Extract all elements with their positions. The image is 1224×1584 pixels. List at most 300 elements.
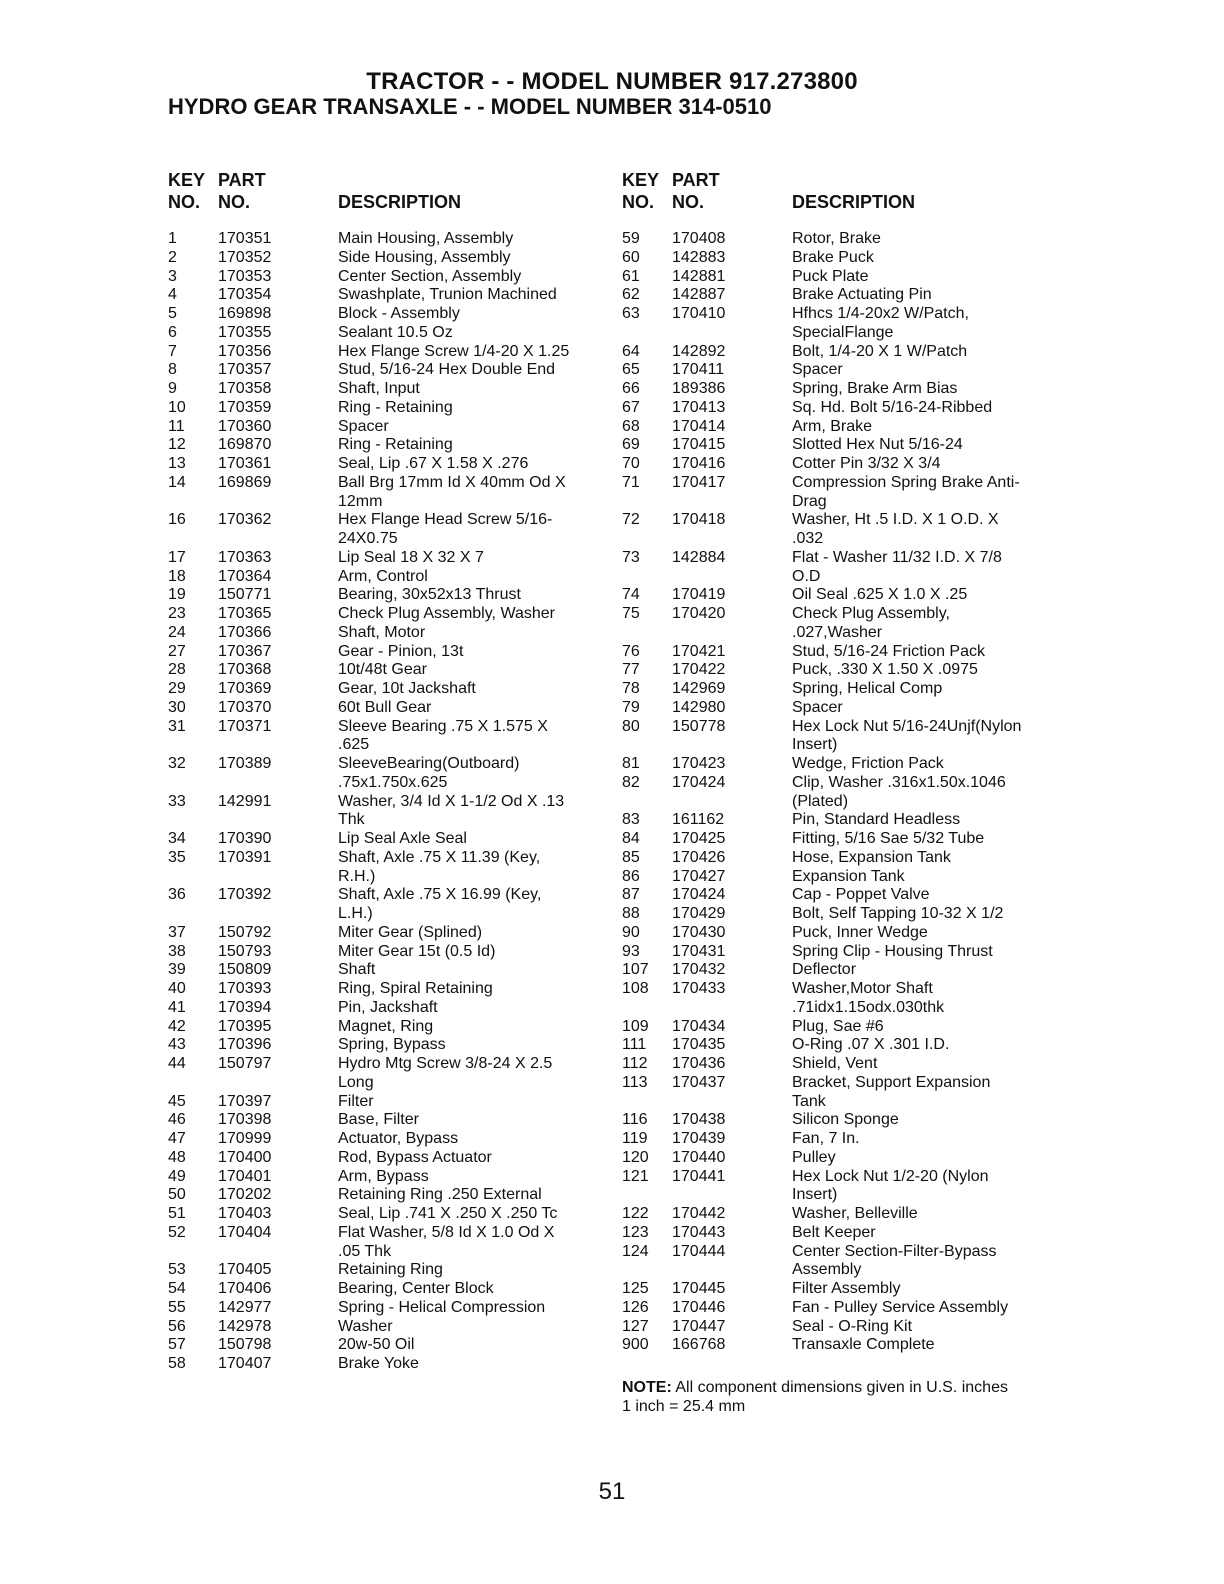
part-number: 170363	[218, 548, 272, 566]
key-number: 79	[622, 698, 640, 716]
part-description: Washer	[338, 1317, 393, 1335]
part-description: Compression Spring Brake Anti- Drag	[792, 473, 1020, 510]
key-number: 33	[168, 792, 186, 810]
parts-row	[622, 905, 1054, 924]
key-number: 127	[622, 1317, 649, 1335]
note	[622, 1378, 1072, 1416]
parts-row	[622, 586, 1054, 605]
part-description: Center Section-Filter-Bypass Assembly	[792, 1242, 997, 1279]
part-number: 170437	[672, 1073, 726, 1091]
part-number: 170360	[218, 417, 272, 435]
part-description: Filter	[338, 1092, 374, 1110]
parts-row	[622, 249, 1054, 268]
part-description: Hex Lock Nut 5/16-24Unjf(Nylon Insert)	[792, 717, 1022, 754]
key-number: 85	[622, 848, 640, 866]
part-description: Arm, Control	[338, 567, 428, 585]
key-number: 63	[622, 305, 640, 322]
key-number: 46	[168, 1111, 186, 1129]
part-description: Pin, Standard Headless	[792, 811, 961, 829]
key-number: 56	[168, 1317, 186, 1335]
parts-row	[168, 1055, 598, 1093]
part-description: Fan - Pulley Service Assembly	[792, 1298, 1009, 1316]
parts-row	[168, 755, 598, 793]
part-description: Washer,Motor Shaft .71idx1.15odx.030thk	[792, 980, 945, 1016]
part-number: 170422	[672, 661, 726, 679]
parts-row	[168, 361, 598, 380]
key-number: 126	[622, 1298, 649, 1316]
part-number: 170397	[218, 1092, 272, 1110]
parts-row	[168, 549, 598, 568]
key-number: 84	[622, 830, 640, 847]
parts-row	[168, 886, 598, 924]
parts-row	[622, 286, 1054, 305]
parts-list-left	[168, 230, 598, 1374]
part-number: 170431	[672, 942, 726, 960]
key-number: 13	[168, 455, 186, 472]
parts-row	[622, 1336, 1054, 1355]
part-description: Bracket, Support Expansion Tank	[792, 1073, 991, 1110]
part-number: 169898	[218, 305, 272, 322]
part-description: Ring - Retaining	[338, 436, 453, 454]
part-number: 142977	[218, 1298, 272, 1316]
part-number: 170444	[672, 1242, 726, 1260]
part-description: Shaft, Axle .75 X 16.99 (Key, L.H.)	[338, 886, 542, 922]
key-number: 88	[622, 905, 640, 922]
part-description: Spacer	[792, 698, 843, 716]
part-description: Main Housing, Assembly	[338, 230, 514, 247]
parts-row	[622, 549, 1054, 587]
key-no-header: NO.	[168, 192, 201, 212]
key-number: 8	[168, 361, 177, 379]
parts-row	[622, 1074, 1054, 1112]
parts-row	[622, 868, 1054, 887]
key-number: 7	[168, 342, 177, 360]
parts-row	[168, 1186, 598, 1205]
part-number: 170429	[672, 905, 726, 922]
key-number: 31	[168, 717, 186, 735]
part-description: Belt Keeper	[792, 1223, 876, 1241]
parts-row	[622, 380, 1054, 399]
key-number: 54	[168, 1280, 186, 1297]
key-number: 11	[168, 417, 185, 435]
part-number: 170413	[672, 398, 726, 416]
parts-row	[168, 436, 598, 455]
parts-row	[168, 961, 598, 980]
part-number: 170396	[218, 1036, 272, 1054]
key-number: 18	[168, 567, 186, 585]
part-description: Hose, Expansion Tank	[792, 848, 951, 866]
part-description: Slotted Hex Nut 5/16-24	[792, 436, 963, 454]
key-number: 75	[622, 605, 640, 622]
part-number: 170443	[672, 1223, 726, 1241]
key-number: 51	[168, 1205, 186, 1222]
part-description: Miter Gear (Splined)	[338, 923, 483, 941]
part-number: 170371	[218, 717, 272, 735]
parts-row	[622, 399, 1054, 418]
part-number: 189386	[672, 380, 726, 397]
key-number: 83	[622, 811, 640, 829]
part-number: 170441	[672, 1167, 726, 1185]
parts-row	[168, 1318, 598, 1337]
key-number: 116	[622, 1111, 648, 1129]
part-number: 170416	[672, 455, 726, 472]
parts-row	[622, 680, 1054, 699]
part-description: Plug, Sae #6	[792, 1017, 884, 1035]
parts-row	[622, 830, 1054, 849]
key-number: 39	[168, 961, 186, 979]
part-description: Ring, Spiral Retaining	[338, 980, 493, 997]
part-number: 170364	[218, 567, 272, 585]
part-description: 20w-50 Oil	[338, 1336, 415, 1354]
key-number: 121	[622, 1167, 649, 1185]
parts-row	[622, 943, 1054, 962]
part-description: Rod, Bypass Actuator	[338, 1148, 492, 1166]
part-description: Arm, Brake	[792, 417, 873, 435]
parts-row	[622, 1130, 1054, 1149]
part-number: 170423	[672, 755, 726, 772]
key-number: 122	[622, 1205, 649, 1222]
parts-row	[168, 661, 598, 680]
parts-row	[168, 1168, 598, 1187]
key-number: 57	[168, 1336, 186, 1354]
parts-row	[622, 1149, 1054, 1168]
key-number: 107	[622, 961, 649, 979]
key-number: 28	[168, 661, 186, 679]
part-number: 170389	[218, 755, 272, 772]
part-description: Spacer	[338, 417, 389, 435]
part-description: Check Plug Assembly, .027,Washer	[792, 605, 950, 641]
part-description: O-Ring .07 X .301 I.D.	[792, 1036, 950, 1054]
part-description: Retaining Ring .250 External	[338, 1186, 542, 1204]
page-number: 51	[598, 1478, 626, 1505]
part-number: 170370	[218, 698, 272, 716]
part-number: 170446	[672, 1298, 726, 1316]
parts-row	[168, 999, 598, 1018]
key-no-header: NO.	[622, 192, 655, 212]
part-description: Clip, Washer .316x1.50x.1046 (Plated)	[792, 773, 1006, 810]
part-number: 170357	[218, 361, 272, 379]
parts-row	[622, 305, 1054, 343]
key-number: 120	[622, 1148, 649, 1166]
part-number: 170405	[218, 1261, 272, 1279]
column-header	[622, 170, 1054, 230]
part-description: Base, Filter	[338, 1111, 419, 1129]
parts-row	[622, 361, 1054, 380]
key-number: 16	[168, 511, 186, 529]
key-number: 43	[168, 1036, 186, 1054]
parts-row	[622, 418, 1054, 437]
key-number: 9	[168, 380, 177, 397]
key-number: 47	[168, 1130, 186, 1147]
parts-row	[168, 1149, 598, 1168]
part-description: Bolt, Self Tapping 10-32 X 1/2	[792, 905, 1004, 922]
part-description: Pulley	[792, 1148, 836, 1166]
key-number: 53	[168, 1261, 186, 1279]
part-number: 170418	[672, 511, 726, 529]
part-description: Sleeve Bearing .75 X 1.575 X .625	[338, 717, 548, 754]
parts-row	[622, 774, 1054, 812]
parts-row	[168, 568, 598, 587]
part-number: 170398	[218, 1111, 272, 1129]
part-description: Spring, Brake Arm Bias	[792, 380, 958, 397]
parts-row	[622, 718, 1054, 756]
part-number: 170426	[672, 848, 726, 866]
parts-row	[168, 849, 598, 887]
parts-row	[622, 1299, 1054, 1318]
part-number: 170434	[672, 1017, 726, 1035]
part-description: Bolt, 1/4-20 X 1 W/Patch	[792, 342, 968, 360]
part-description: Deflector	[792, 961, 857, 979]
part-description: Arm, Bypass	[338, 1167, 429, 1185]
parts-row	[622, 1018, 1054, 1037]
key-number: 65	[622, 361, 640, 379]
parts-row	[168, 1205, 598, 1224]
part-number: 170361	[218, 455, 272, 472]
parts-row	[168, 699, 598, 718]
note-text: All component dimensions given in U.S. inches	[671, 1379, 1008, 1396]
parts-row	[622, 436, 1054, 455]
part-number: 142892	[672, 342, 726, 360]
parts-row	[622, 268, 1054, 287]
part-description: Shaft, Motor	[338, 623, 426, 641]
key-number: 24	[168, 623, 186, 641]
parts-row	[168, 586, 598, 605]
part-number: 170391	[218, 848, 272, 866]
part-number: 170408	[672, 230, 726, 247]
key-number: 3	[168, 267, 177, 285]
key-number: 74	[622, 586, 640, 604]
part-number: 170365	[218, 605, 272, 622]
key-number: 71	[622, 473, 640, 491]
part-description: SleeveBearing(Outboard) .75x1.750x.625	[338, 755, 520, 791]
part-number: 142978	[218, 1317, 272, 1335]
part-description: Gear, 10t Jackshaft	[338, 680, 476, 697]
key-header: KEY	[622, 170, 660, 190]
parts-row	[168, 943, 598, 962]
part-number: 170419	[672, 586, 726, 604]
part-number: 142881	[672, 267, 726, 285]
part-number: 170438	[672, 1111, 726, 1129]
part-number: 166768	[672, 1336, 726, 1354]
part-description: Puck, .330 X 1.50 X .0975	[792, 661, 978, 679]
key-number: 109	[622, 1017, 649, 1035]
part-description: Flat Washer, 5/8 Id X 1.0 Od X .05 Thk	[338, 1223, 555, 1260]
parts-row	[622, 455, 1054, 474]
part-description: Cap - Poppet Valve	[792, 886, 930, 904]
key-number: 64	[622, 342, 640, 360]
part-number: 170430	[672, 923, 726, 941]
part-number: 170406	[218, 1280, 272, 1297]
description-header: DESCRIPTION	[792, 192, 916, 212]
part-number: 170359	[218, 398, 272, 416]
parts-row	[168, 1224, 598, 1262]
part-description: Seal, Lip .741 X .250 X .250 Tc	[338, 1205, 558, 1222]
parts-row	[168, 680, 598, 699]
key-number: 78	[622, 680, 640, 697]
part-description: Spring Clip - Housing Thrust	[792, 942, 993, 960]
parts-row	[622, 1280, 1054, 1299]
key-number: 72	[622, 511, 640, 529]
part-number: 169870	[218, 436, 272, 454]
key-number: 40	[168, 980, 186, 997]
key-number: 17	[168, 548, 186, 566]
part-description: Miter Gear 15t (0.5 Id)	[338, 942, 496, 960]
part-description: Pin, Jackshaft	[338, 998, 438, 1016]
parts-row	[622, 1111, 1054, 1130]
part-number: 170394	[218, 998, 272, 1016]
key-number: 108	[622, 980, 649, 997]
parts-row	[168, 1111, 598, 1130]
part-description: Brake Yoke	[338, 1355, 419, 1372]
parts-row	[168, 268, 598, 287]
part-number: 142991	[218, 792, 272, 810]
part-no-header: NO.	[672, 192, 705, 212]
key-number: 38	[168, 942, 186, 960]
part-description: Silicon Sponge	[792, 1111, 899, 1129]
parts-row	[622, 1036, 1054, 1055]
part-number: 150771	[218, 586, 272, 604]
part-number: 170393	[218, 980, 272, 997]
part-number: 170415	[672, 436, 726, 454]
part-description: Shaft, Input	[338, 380, 420, 397]
part-number: 170427	[672, 867, 726, 885]
page-title: TRACTOR - - MODEL NUMBER 917.273800	[366, 68, 858, 95]
part-description: Sealant 10.5 Oz	[338, 323, 453, 341]
part-number: 170411	[672, 361, 725, 379]
key-number: 42	[168, 1017, 186, 1035]
key-number: 6	[168, 323, 177, 341]
part-number: 170421	[672, 642, 726, 660]
part-number: 170358	[218, 380, 272, 397]
key-number: 76	[622, 642, 640, 660]
part-description: Filter Assembly	[792, 1280, 901, 1297]
part-description: Spring, Bypass	[338, 1036, 446, 1054]
parts-row	[622, 474, 1054, 512]
part-description: Hex Flange Screw 1/4-20 X 1.25	[338, 342, 570, 360]
key-number: 123	[622, 1223, 649, 1241]
key-number: 23	[168, 605, 186, 622]
part-description: Ring - Retaining	[338, 398, 453, 416]
key-number: 124	[622, 1242, 649, 1260]
key-number: 111	[622, 1036, 647, 1054]
part-description: Stud, 5/16-24 Friction Pack	[792, 642, 985, 660]
key-number: 112	[622, 1055, 648, 1072]
part-number: 170400	[218, 1148, 272, 1166]
part-number: 170395	[218, 1017, 272, 1035]
part-no-header: NO.	[218, 192, 251, 212]
key-number: 50	[168, 1186, 186, 1204]
key-number: 14	[168, 473, 186, 491]
key-number: 73	[622, 548, 640, 566]
parts-row	[168, 1130, 598, 1149]
part-description: Swashplate, Trunion Machined	[338, 286, 557, 304]
part-number: 170442	[672, 1205, 726, 1222]
key-number: 58	[168, 1355, 186, 1372]
key-number: 48	[168, 1148, 186, 1166]
parts-row	[168, 249, 598, 268]
parts-row	[622, 230, 1054, 249]
parts-row	[168, 230, 598, 249]
parts-row	[168, 343, 598, 362]
part-description: 60t Bull Gear	[338, 698, 432, 716]
part-description: Gear - Pinion, 13t	[338, 642, 464, 660]
part-description: Shaft, Axle .75 X 11.39 (Key, R.H.)	[338, 848, 541, 885]
part-number: 170440	[672, 1148, 726, 1166]
key-number: 67	[622, 398, 640, 416]
key-number: 66	[622, 380, 640, 397]
parts-row	[168, 793, 598, 831]
key-number: 49	[168, 1167, 186, 1185]
parts-row	[622, 1318, 1054, 1337]
part-number: 170424	[672, 886, 726, 904]
key-number: 86	[622, 867, 640, 885]
key-number: 90	[622, 923, 640, 941]
key-number: 61	[622, 267, 640, 285]
part-description: Spacer	[792, 361, 843, 379]
part-description: Bearing, Center Block	[338, 1280, 494, 1297]
part-description: Shaft	[338, 961, 376, 979]
part-description: Spring - Helical Compression	[338, 1298, 546, 1316]
part-number: 170439	[672, 1130, 726, 1147]
part-description: Block - Assembly	[338, 305, 460, 322]
parts-row	[168, 1355, 598, 1374]
parts-row	[622, 1243, 1054, 1281]
part-number: 170404	[218, 1223, 272, 1241]
part-number: 150809	[218, 961, 272, 979]
key-number: 93	[622, 942, 640, 960]
parts-row	[622, 1205, 1054, 1224]
part-description: Lip Seal Axle Seal	[338, 830, 467, 847]
key-number: 34	[168, 830, 186, 847]
part-number: 170353	[218, 267, 272, 285]
parts-row	[622, 924, 1054, 943]
parts-row	[622, 1168, 1054, 1206]
part-number: 170356	[218, 342, 272, 360]
parts-column-right	[622, 170, 1054, 1355]
parts-row	[622, 511, 1054, 549]
page-subtitle: HYDRO GEAR TRANSAXLE - - MODEL NUMBER 314-0510	[168, 94, 772, 119]
key-number: 77	[622, 661, 640, 679]
part-number: 170355	[218, 323, 272, 341]
key-number: 12	[168, 436, 186, 454]
part-description: Check Plug Assembly, Washer	[338, 605, 555, 622]
parts-row	[622, 886, 1054, 905]
part-number: 170354	[218, 286, 272, 304]
part-description: Retaining Ring	[338, 1261, 443, 1279]
parts-row	[168, 511, 598, 549]
key-number: 2	[168, 248, 177, 266]
parts-row	[622, 849, 1054, 868]
part-description: Transaxle Complete	[792, 1336, 935, 1354]
key-number: 125	[622, 1280, 649, 1297]
part-description: Bearing, 30x52x13 Thrust	[338, 586, 521, 604]
part-number: 170202	[218, 1186, 272, 1204]
parts-row	[622, 811, 1054, 830]
part-description: Puck Plate	[792, 267, 869, 285]
parts-row	[168, 1093, 598, 1112]
key-number: 1	[168, 230, 177, 247]
part-description: Washer, Ht .5 I.D. X 1 O.D. X .032	[792, 511, 999, 547]
part-number: 170403	[218, 1205, 272, 1222]
part-number: 170367	[218, 642, 272, 660]
parts-row	[168, 286, 598, 305]
parts-row	[168, 1280, 598, 1299]
key-number: 69	[622, 436, 640, 454]
part-description: Seal - O-Ring Kit	[792, 1317, 913, 1335]
parts-row	[168, 980, 598, 999]
part-description: Wedge, Friction Pack	[792, 755, 944, 772]
part-description: Stud, 5/16-24 Hex Double End	[338, 361, 556, 379]
